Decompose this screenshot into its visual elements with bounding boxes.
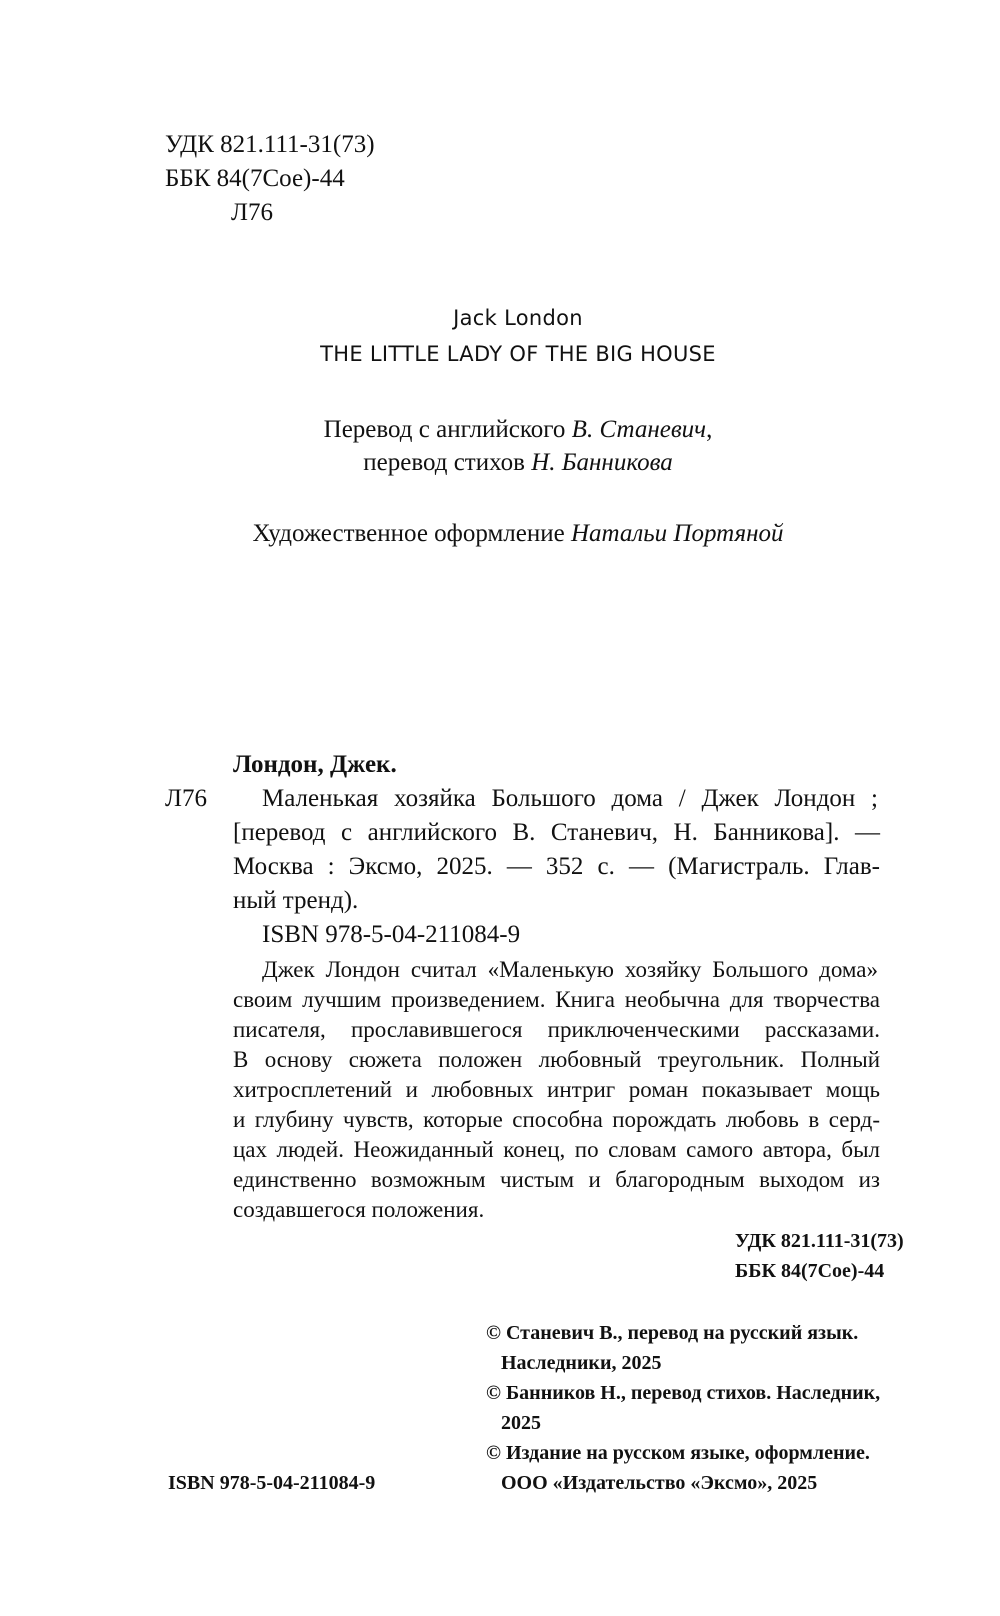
bbk-code: ББК 84(7Сое)-44 <box>165 165 345 192</box>
poems-translation-credit <box>0 446 1000 480</box>
poems-prefix: перевод стихов <box>363 449 532 476</box>
record-bbk: ББК 84(7Сое)-44 <box>735 1260 885 1282</box>
annotation-line-7: цах людей. Неожиданный конец, по словам самого автора, был <box>233 1137 880 1162</box>
annotation-line-1: Джек Лондон считал «Маленькую хозяйку Большого дома» <box>262 957 878 982</box>
description-line-2: [перевод с английского В. Станевич, Н. Банникова]. — <box>233 819 880 846</box>
translation-suffix: , <box>706 416 713 443</box>
poems-translator-name: Н. Банникова <box>531 449 673 476</box>
design-credit <box>0 517 1000 551</box>
copyright-line-5: © Издание на русском языке, оформление. <box>486 1442 870 1464</box>
udk-code: УДК 821.111-31(73) <box>165 131 375 158</box>
copyright-line-4: 2025 <box>486 1412 541 1434</box>
translation-prefix: Перевод с английского <box>323 416 572 443</box>
author-mark: Л76 <box>231 199 273 226</box>
designer-name: Натальи Портяной <box>570 520 784 547</box>
annotation-line-5: хитросплетений и любовных интриг роман показывает мощь <box>233 1077 880 1102</box>
description-line-3: Москва : Эксмо, 2025. — 352 с. — (Магистраль. Глав- <box>233 853 880 880</box>
annotation-line-2: своим лучшим произведением. Книга необычна для творчества <box>233 987 880 1012</box>
record-isbn: ISBN 978-5-04-211084-9 <box>262 921 521 948</box>
copyright-line-3: © Банников Н., перевод стихов. Наследник, <box>486 1382 881 1404</box>
annotation-line-3: писателя, прославившегося приключенческими рассказами. <box>233 1017 880 1042</box>
translator-name: В. Станевич <box>571 416 707 443</box>
design-prefix: Художественное оформление <box>252 520 571 547</box>
annotation-line-4: В основу сюжета положен любовный треугольник. Полный <box>233 1047 880 1072</box>
bibliographic-mark: Л76 <box>165 785 207 812</box>
description-line-4: ный тренд). <box>233 887 359 914</box>
bibliographic-heading: Лондон, Джек. <box>233 751 397 778</box>
footer-isbn: ISBN 978-5-04-211084-9 <box>168 1472 376 1494</box>
copyright-line-1: © Станевич В., перевод на русский язык. <box>486 1322 859 1344</box>
annotation-line-6: и глубину чувств, которые способна порождать любовь в серд- <box>233 1107 880 1132</box>
annotation-line-9: создавшегося положения. <box>233 1197 485 1222</box>
annotation-line-8: единственно возможным чистым и благородным выходом из <box>233 1167 880 1192</box>
translation-credit <box>0 413 1000 447</box>
original-title: THE LITTLE LADY OF THE BIG HOUSE <box>320 342 716 366</box>
description-line-1: Маленькая хозяйка Большого дома / Джек Лондон ; <box>262 785 878 812</box>
copyright-line-2: Наследники, 2025 <box>486 1352 662 1374</box>
record-udk: УДК 821.111-31(73) <box>735 1230 904 1252</box>
copyright-line-6: ООО «Издательство «Эксмо», 2025 <box>486 1472 818 1494</box>
original-author: Jack London <box>453 306 583 330</box>
